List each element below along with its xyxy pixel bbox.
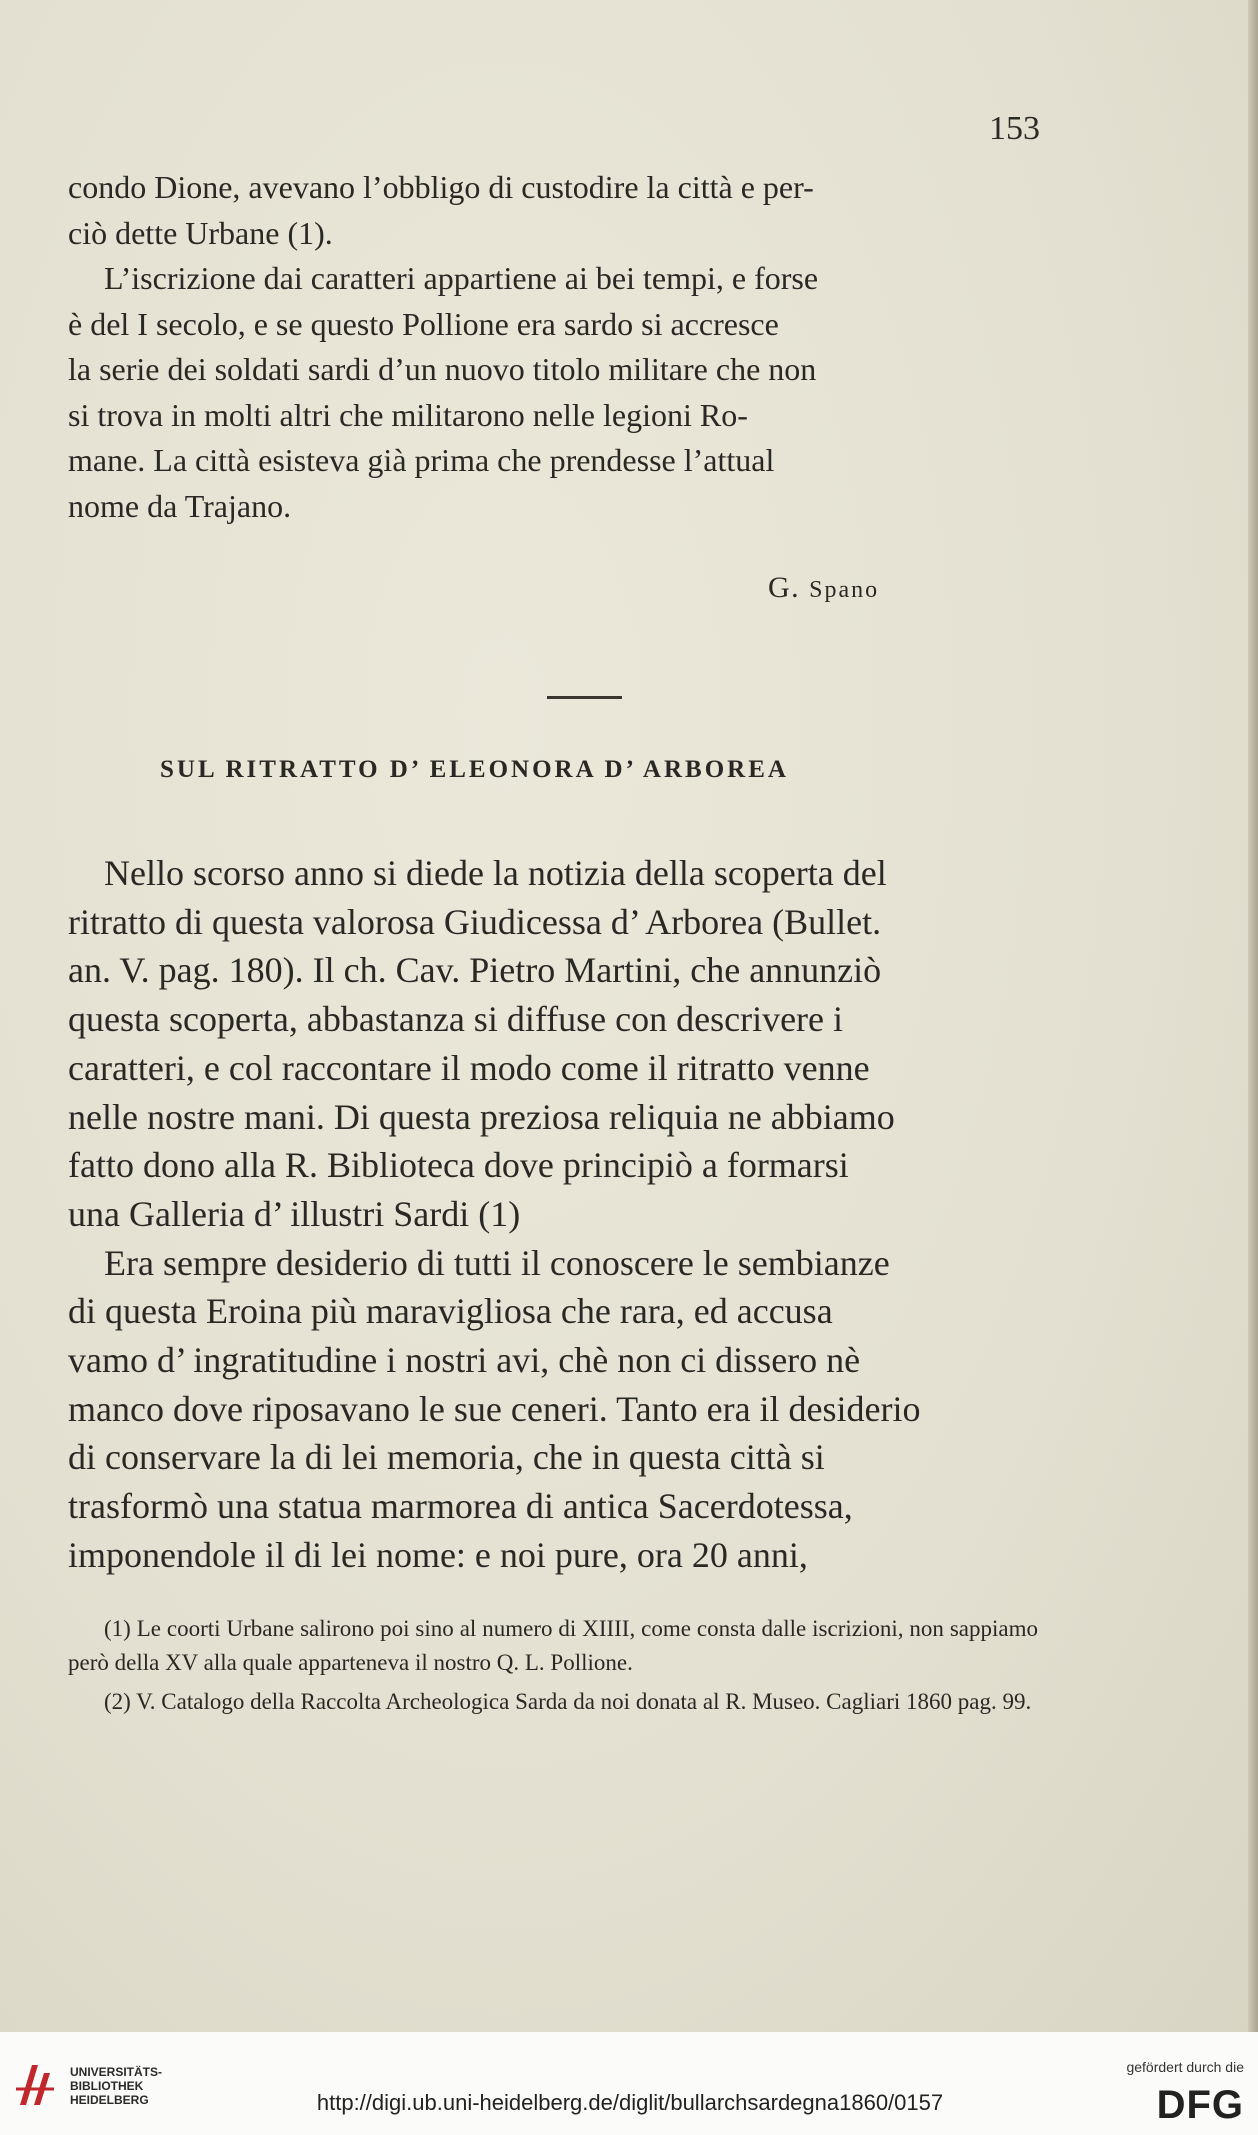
author-signature: [768, 571, 879, 605]
library-name: [70, 2065, 162, 2107]
text-line: ciò dette Urbane (1).: [68, 214, 333, 251]
text-line: la serie dei soldati sardi d’un nuovo titolo militare che non: [68, 351, 817, 387]
text-line: questa scoperta, abbastanza si diffuse con descrivere i: [68, 999, 844, 1040]
signature-name: Spano: [809, 577, 880, 603]
text-line: trasformò una statua marmorea di antica Sacerdotessa,: [68, 1486, 853, 1527]
text-line: Nello scorso anno si diede la notizia della scoperta del: [104, 853, 887, 893]
text-line: fatto dono alla R. Biblioteca dove principiò a formarsi: [68, 1145, 849, 1186]
article-body: [68, 849, 1038, 1580]
section-divider: [547, 696, 622, 699]
text-line: Era sempre desiderio di tutti il conoscere le sembianze: [104, 1242, 890, 1283]
text-line: caratteri, e col raccontare il modo come il ritratto venne: [68, 1047, 870, 1088]
sponsor-label: gefördert durch die: [1126, 2059, 1244, 2075]
text-line: si trova in molti altri che militarono nelle legioni Ro-: [68, 396, 748, 433]
text-line: an. V. pag. 180). Il ch. Cav. Pietro Martini, che annunziò: [68, 950, 882, 991]
text-line: di conservare la di lei memoria, che in questa città si: [68, 1437, 825, 1478]
dfg-logo: DFG: [1156, 2083, 1244, 2127]
page-number: 153: [989, 110, 1040, 147]
text-line: imponendole il di lei nome: e noi pure, ora 20 anni,: [68, 1534, 808, 1575]
text-line: manco dove riposavano le sue ceneri. Tanto era il desiderio: [68, 1388, 921, 1429]
text-line: L’iscrizione dai caratteri appartiene ai bei tempi, e forse: [104, 260, 819, 296]
library-name-line: UNIVERSITÄTS-: [70, 2065, 163, 2079]
text-line: una Galleria d’ illustri Sardi (1): [68, 1193, 521, 1234]
text-line: è del I secolo, e se questo Pollione era sardo si accresce: [68, 305, 779, 342]
text-line: di questa Eroina più maravigliosa che rara, ed accusa: [68, 1291, 833, 1332]
footnote: (1) Le coorti Urbane salirono poi sino al numero di XIIII, come consta dalle iscrizioni, non sappiamo però della XV alla quale apparteneva il nostro Q. L. Pollione.: [68, 1616, 1038, 1675]
text-line: nome da Trajano.: [68, 487, 292, 524]
library-name-line: BIBLIOTHEK: [70, 2079, 144, 2093]
text-line: mane. La città esisteva già prima che prendesse l’attual: [68, 442, 775, 478]
text-line: ritratto di questa valorosa Giudicessa d’ Arborea (Bullet.: [68, 901, 882, 942]
library-name-line: HEIDELBERG: [70, 2093, 149, 2107]
permalink[interactable]: http://digi.ub.uni-heidelberg.de/diglit/bullarchsardegna1860/0157: [316, 2090, 944, 2115]
text-line: nelle nostre mani. Di questa preziosa reliquia ne abbiamo: [68, 1096, 895, 1137]
text-line: condo Dione, avevano l’obbligo di custodire la città e per-: [68, 169, 814, 205]
top-paragraphs: [68, 165, 1038, 529]
page-edge: [1248, 0, 1258, 2032]
text-line: vamo d’ ingratitudine i nostri avi, chè non ci dissero nè: [68, 1340, 861, 1381]
viewer-footer: [0, 2035, 1258, 2135]
footnote: (2) V. Catalogo della Raccolta Archeologica Sarda da noi donata al R. Museo. Cagliari 1860 pag. 99.: [104, 1689, 1032, 1714]
university-logo-icon: [14, 2059, 58, 2109]
section-heading: SUL RITRATTO D’ ELEONORA D’ ARBOREA: [160, 756, 789, 783]
footnotes: [68, 1612, 1038, 1725]
signature-initial: G.: [768, 571, 801, 604]
